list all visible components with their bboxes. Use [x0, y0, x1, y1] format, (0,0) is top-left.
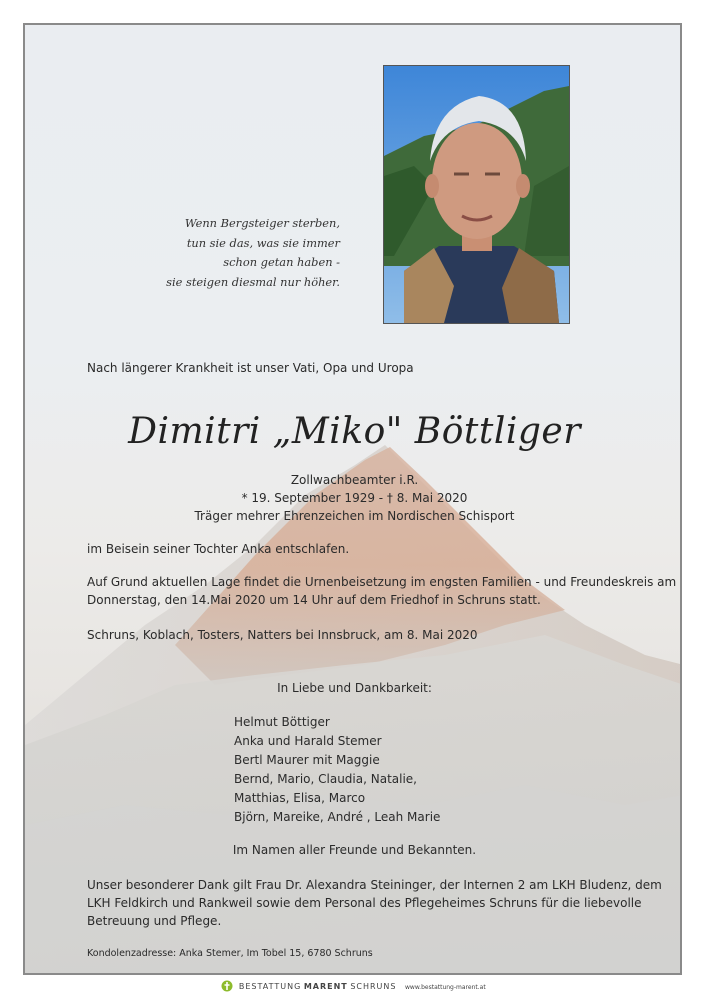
- family-names: Helmut Böttiger: [234, 715, 330, 729]
- family-names: Bertl Maurer mit Maggie: [234, 753, 380, 767]
- family-names: Anka und Harald Stemer: [234, 734, 382, 748]
- funeral-home-logo-icon: [221, 980, 233, 994]
- quote-line: tun sie das, was sie immer: [186, 235, 340, 250]
- obituary-card: [23, 23, 682, 975]
- quote-line: sie steigen diesmal nur höher.: [166, 274, 340, 289]
- deceased-details: [25, 471, 682, 525]
- passed-text: im Beisein seiner Tochter Anka entschlafen.: [87, 542, 350, 556]
- condolence-address: Kondolenzadresse: Anka Stemer, Im Tobel 15, 6780 Schruns: [87, 948, 373, 959]
- footer-brand: BESTATTUNG: [238, 982, 302, 991]
- quote-line: schon getan haben -: [223, 255, 340, 269]
- footer-brand-strong: MARENT: [303, 982, 348, 991]
- footer-website[interactable]: www.bestattung-marent.at: [405, 984, 486, 991]
- deceased-title: Zollwachbeamter i.R.: [290, 473, 419, 487]
- family-names: Björn, Mareike, André , Leah Marie: [234, 810, 441, 824]
- gratitude-text: Unser besonderer Dank gilt Frau Dr. Alexandra Steininger, der Internen 2 am LKH Bludenz, dem LKH Feldkirch und Rankweil sowie dem Personal des Pflegeheimes Schruns für die liebevolle Betreuung und Pflege.: [87, 878, 662, 928]
- portrait-photo: [383, 65, 570, 324]
- memorial-quote: [90, 214, 340, 292]
- quote-line: Wenn Bergsteiger sterben,: [184, 216, 340, 230]
- deceased-name: Dimitri „Miko" Böttliger: [128, 411, 581, 452]
- family-names: Matthias, Elisa, Marco: [234, 791, 366, 805]
- footer: [0, 980, 707, 994]
- life-dates: * 19. September 1929 - † 8. Mai 2020: [241, 491, 468, 505]
- burial-text: Auf Grund aktuellen Lage findet die Urnenbeisetzung im engsten Familien - und Freundeskreis am Donnerstag, den 14.Mai 2020 um 14 Uhr auf dem Friedhof in Schruns statt.: [87, 575, 677, 607]
- footer-town: SCHRUNS: [350, 982, 397, 991]
- grief-line: In Liebe und Dankbarkeit:: [277, 681, 432, 695]
- honors-text: Träger mehrer Ehrenzeichen im Nordischen Schisport: [194, 509, 515, 523]
- intro-text: Nach längerer Krankheit ist unser Vati, Opa und Uropa: [87, 361, 414, 375]
- friends-line: Im Namen aller Freunde und Bekannten.: [232, 843, 477, 857]
- family-names: Bernd, Mario, Claudia, Natalie,: [234, 772, 417, 786]
- place-date-text: Schruns, Koblach, Tosters, Natters bei Innsbruck, am 8. Mai 2020: [87, 628, 478, 642]
